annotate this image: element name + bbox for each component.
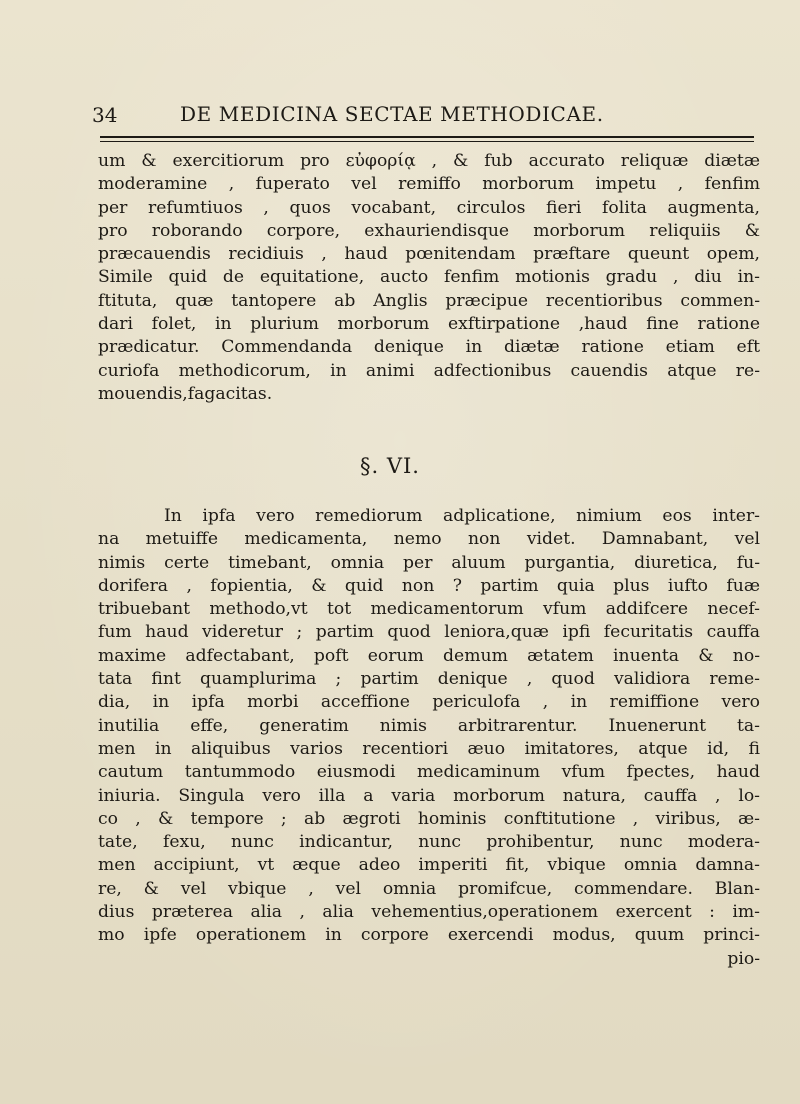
text-line: um & exercitiorum pro εὐφορίᾳ , & fub accurato reliquæ diætæ: [98, 151, 760, 171]
catchword: pio-: [727, 948, 760, 969]
text-line: maxime adfectabant, poft eorum demum ætatem inuenta & no-: [98, 645, 760, 666]
text-line: dorifera , fopientia, & quid non ? partim quia plus iufto fuæ: [98, 575, 760, 596]
text-line: nimis certe timebant, omnia per aluum purgantia, diuretica, fu-: [98, 552, 760, 573]
text-line: dari folet, in plurium morborum exftirpatione ,haud fine ratione: [98, 314, 760, 335]
text-line: men accipiunt, vt æque adeo imperiti fit, vbique omnia damna-: [98, 855, 760, 876]
text-line: tribuebant methodo,vt tot medicamentorum vfum addifcere necef-: [98, 599, 760, 620]
text-line: moderamine , fuperato vel remiffo morborum impetu , fenfim: [98, 174, 760, 195]
text-line: ftituta, quæ tantopere ab Anglis præcipue recentioribus commen-: [98, 290, 760, 311]
text-line: fum haud videretur ; partim quod leniora,quæ ipfi fecuritatis cauffa: [98, 622, 760, 643]
page-header: [88, 100, 756, 130]
text-line: dia, in ipfa morbi acceffione periculofa , in remiffione vero: [98, 692, 760, 713]
page-number: 34: [92, 103, 118, 127]
text-line: mouendis,fagacitas.: [98, 383, 273, 404]
text-line: pro roborando corpore, exhauriendisque morborum reliquiis &: [98, 220, 760, 241]
running-head: DE MEDICINA SECTAE METHODICAE.: [180, 102, 604, 126]
text-line: cautum tantummodo eiusmodi medicaminum vfum fpectes, haud: [98, 762, 760, 783]
header-rule: [100, 136, 754, 138]
text-line: inutilia effe, generatim nimis arbitrarentur. Inuenerunt ta-: [98, 715, 760, 736]
text-line: curiofa methodicorum, in animi adfectionibus cauendis atque re-: [98, 360, 760, 381]
text-line: In ipfa vero remediorum adplicatione, nimium eos inter-: [164, 506, 760, 526]
text-line: re, & vel vbique , vel omnia promifcue, commendare. Blan-: [98, 878, 760, 899]
text-line: mo ipfe operationem in corpore exercendi modus, quum princi-: [98, 925, 760, 946]
text-line: dius præterea alia , alia vehementius,operationem exercent : im-: [98, 902, 760, 923]
text-line: co , & tempore ; ab ægroti hominis conftitutione , viribus, æ-: [98, 808, 760, 829]
text-line: iniuria. Singula vero illa a varia morborum natura, cauffa , lo-: [98, 785, 760, 806]
paragraph-2: [98, 505, 760, 971]
text-line: men in aliquibus varios recentiori æuo imitatores, atque id, fi: [98, 738, 760, 759]
paragraph-1: [98, 150, 760, 406]
section-heading: §. VI.: [360, 454, 420, 478]
text-line: præcauendis recidiuis , haud pœnitendam præftare queunt opem,: [98, 244, 760, 265]
text-line: Simile quid de equitatione, aucto fenfim motionis gradu , diu in-: [98, 267, 760, 288]
text-line: per refumtiuos , quos vocabant, circulos fieri folita augmenta,: [98, 197, 760, 218]
text-line: tate, fexu, nunc indicantur, nunc prohibentur, nunc modera-: [98, 832, 760, 853]
text-line: tata fint quamplurima ; partim denique , quod validiora reme-: [98, 669, 760, 690]
text-line: prædicatur. Commendanda denique in diætæ ratione etiam eft: [98, 337, 760, 358]
text-line: na metuiffe medicamenta, nemo non videt. Damnabant, vel: [98, 529, 760, 550]
